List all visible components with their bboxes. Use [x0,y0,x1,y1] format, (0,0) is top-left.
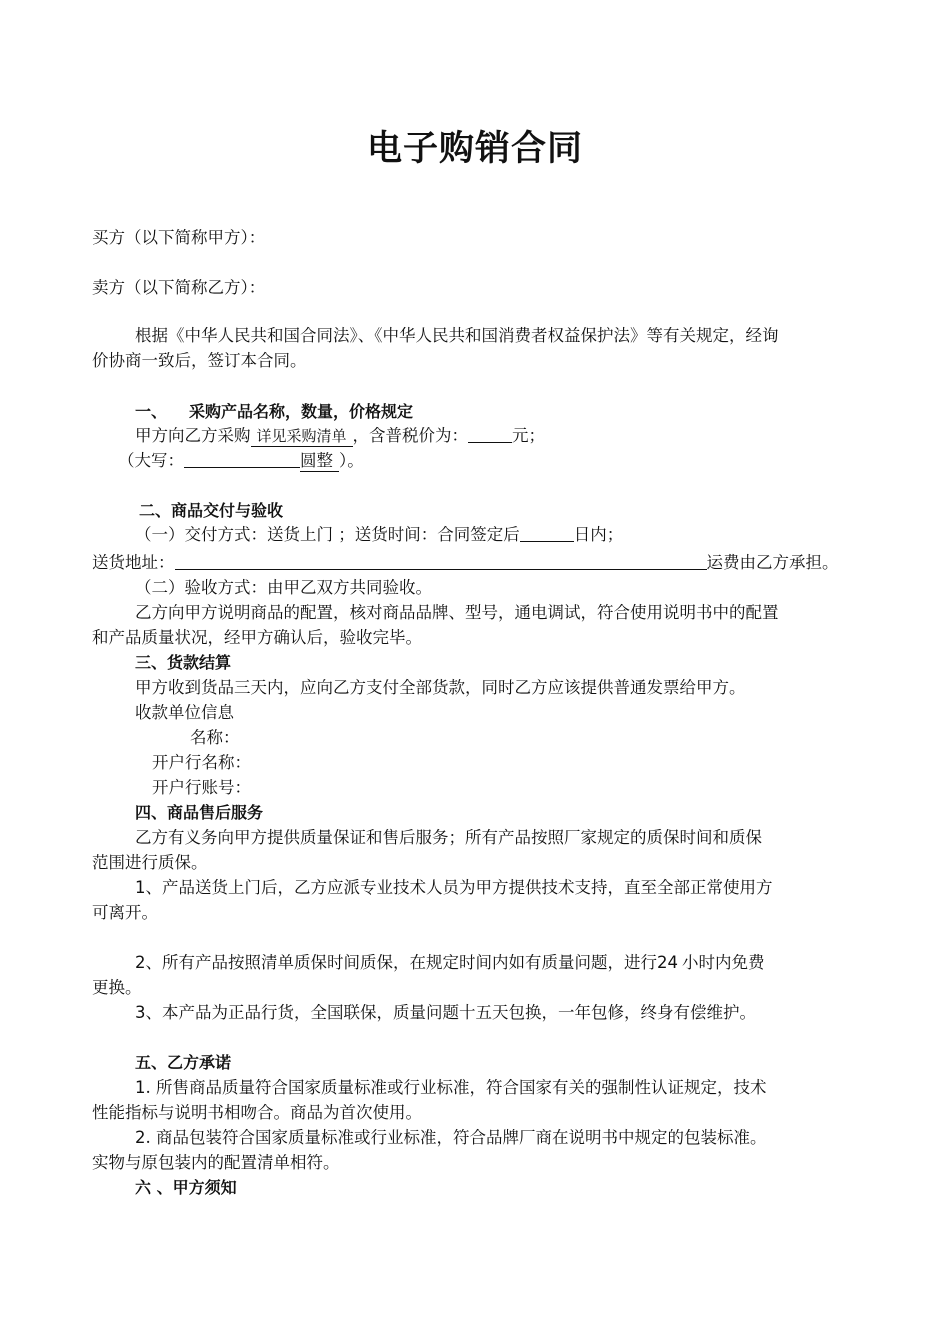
commitment-item-2-cont: 实物与原包装内的配置清单相符。 [92,1153,340,1172]
page-title: 电子购销合同 [366,129,583,169]
section-2-heading: 二、商品交付与验收 [139,501,284,520]
delivery-method-line: （一）交付方式：送货上门 ；送货时间：合同签定后 日内； [135,525,624,544]
section-1-number: 一、 [135,402,168,421]
commitment-item-1-cont: 性能指标与说明书相吻合。商品为首次使用。 [92,1103,422,1122]
payee-info-label: 收款单位信息 [135,703,234,722]
service-item-3: 3、本产品为正品行货，全国联保，质量问题十五天包换，一年包修，终身有偿维护。 [135,1003,756,1022]
delivery-days-blank [520,523,574,542]
purchase-list-reference: 详见采购清单 [251,427,353,447]
intro-line-2: 价协商一致后，签订本合同。 [92,351,307,370]
service-line-1: 乙方有义务向甲方提供质量保证和售后服务；所有产品按照厂家规定的质保时间和质保 [135,828,762,847]
commitment-item-2: 2. 商品包装符合国家质量标准或行业标准，符合品牌厂商在说明书中规定的包装标准。 [135,1128,767,1147]
intro-line-1: 根据《中华人民共和国合同法》、《中华人民共和国消费者权益保护法》等有关规定，经询 [135,326,779,345]
bank-name-label: 开户行名称： [152,753,251,772]
service-item-2: 2、所有产品按照清单质保时间质保，在规定时间内如有质量问题，进行24 小时内免费 [135,953,765,972]
section-1-capital-line: （大写： 圆整 ）。 [118,451,364,470]
section-1-title: 采购产品名称，数量，价格规定 [189,402,414,421]
section-5-heading: 五、乙方承诺 [135,1053,232,1072]
delivery-address-blank [175,551,707,570]
buyer-line: 买方（以下简称甲方）： [92,228,266,247]
payee-name-label: 名称： [190,728,240,747]
section-3-heading: 三、货款结算 [135,653,232,672]
section-4-heading: 四、商品售后服务 [135,803,264,822]
acceptance-detail-line-2: 和产品质量状况，经甲方确认后，验收完毕。 [92,628,422,647]
payment-terms-line: 甲方收到货品三天内，应向乙方支付全部货款，同时乙方应该提供普通发票给甲方。 [135,678,746,697]
seller-line: 卖方（以下简称乙方）： [92,278,266,297]
acceptance-detail-line-1: 乙方向甲方说明商品的配置，核对商品品牌、型号，通电调试，符合使用说明书中的配置 [135,603,779,622]
service-item-1-cont: 可离开。 [92,903,158,922]
acceptance-method-line: （二）验收方式：由甲乙双方共同验收。 [135,578,432,597]
bank-account-label: 开户行账号： [152,778,251,797]
service-item-2-cont: 更换。 [92,978,142,997]
capital-amount-blank [184,449,300,468]
service-item-1: 1、产品送货上门后，乙方应派专业技术人员为甲方提供技术支持，直至全部正常使用方 [135,878,773,897]
delivery-address-line: 送货地址： 运费由乙方承担。 [92,553,839,572]
price-blank [468,424,512,443]
section-1-price-line: 甲方向乙方采购 详见采购清单 ，含普税价为： 元； [135,426,546,445]
commitment-item-1: 1. 所售商品质量符合国家质量标准或行业标准，符合国家有关的强制性认证规定，技术 [135,1078,767,1097]
section-6-heading: 六 、甲方须知 [135,1178,237,1197]
service-line-2: 范围进行质保。 [92,853,208,872]
section-1-heading [135,400,413,424]
